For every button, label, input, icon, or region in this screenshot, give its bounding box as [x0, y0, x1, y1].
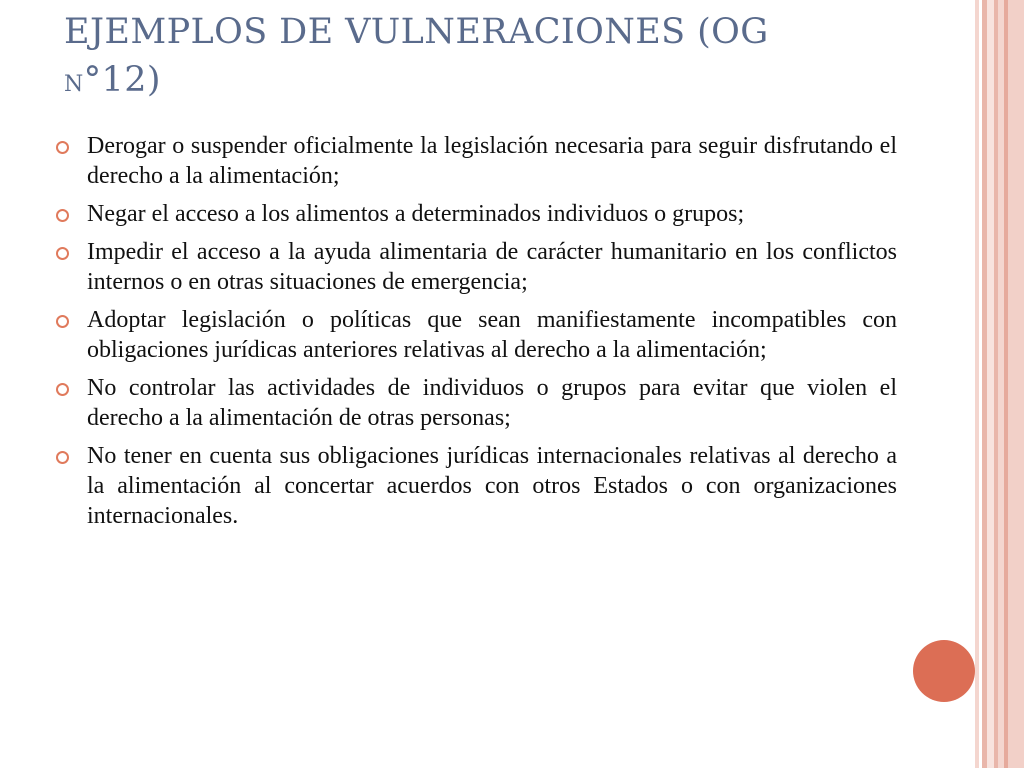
title-main: EJEMPLOS DE VULNERACIONES (OG: [64, 12, 769, 52]
ring-bullet-icon: [56, 315, 69, 328]
bullet-item: [56, 441, 897, 531]
bullet-item: [56, 373, 897, 433]
bullet-item: [56, 131, 897, 191]
title-end: °12): [83, 60, 161, 100]
title-small-caps: N: [64, 72, 84, 97]
decor-stripe: [1008, 0, 1024, 768]
bullet-text: No controlar las actividades de individuos o grupos para evitar que violen el derecho a la alimentación de otras personas;: [87, 375, 897, 431]
ring-bullet-icon: [56, 141, 69, 154]
decor-stripe: [987, 0, 994, 768]
ring-bullet-icon: [56, 247, 69, 260]
ring-bullet-icon: [56, 209, 69, 222]
bullet-item: [56, 237, 897, 297]
decor-stripe: [975, 0, 979, 768]
ring-bullet-icon: [56, 383, 69, 396]
bullet-text: Impedir el acceso a la ayuda alimentaria de carácter humanitario en los conflictos internos o en otras situaciones de emergencia;: [87, 239, 897, 295]
bullet-text: Derogar o suspender oficialmente la legislación necesaria para seguir disfrutando el derecho a la alimentación;: [87, 133, 897, 189]
ring-bullet-icon: [56, 451, 69, 464]
circle-decoration-icon: [913, 640, 975, 702]
bullet-list: [56, 131, 897, 539]
slide-title: [64, 8, 904, 109]
bullet-text: Adoptar legislación o políticas que sean manifiestamente incompatibles con obligaciones jurídicas anteriores relativas al derecho a la alimentación;: [87, 307, 897, 363]
bullet-item: [56, 305, 897, 365]
bullet-text: Negar el acceso a los alimentos a determinados individuos o grupos;: [87, 201, 745, 227]
bullet-item: [56, 199, 897, 229]
bullet-text: No tener en cuenta sus obligaciones jurídicas internacionales relativas al derecho a la alimentación al concertar acuerdos con otros Estados o con organizaciones internacionales.: [87, 443, 897, 529]
